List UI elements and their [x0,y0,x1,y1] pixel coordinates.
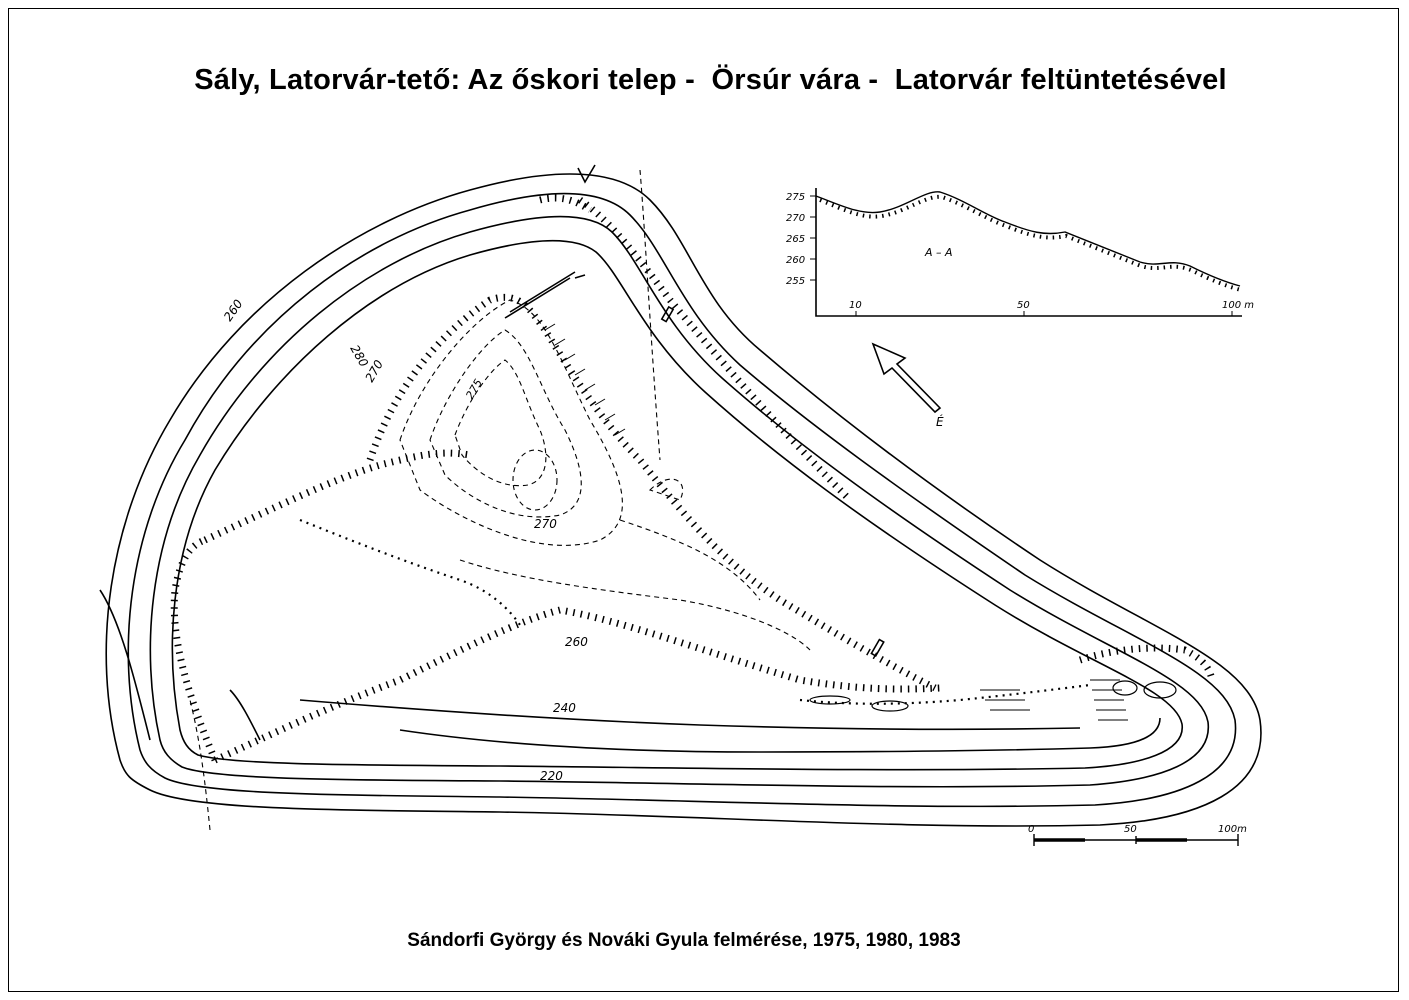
profile-x-tick: 10 [849,300,862,311]
profile-y-tick: 255 [786,276,806,287]
section-markers [505,165,884,656]
profile-section-label: A – A [925,246,953,259]
north-arrow [873,344,944,429]
map-credit: Sándorfi György és Nováki Gyula felmérése, 1975, 1980, 1983 [407,930,961,951]
profile-y-tick: 260 [786,255,806,266]
profile-x-tick: 50 [1017,300,1030,311]
contour-labels [221,297,588,783]
north-arrow-label: É [936,415,944,429]
scale-tick-label: 0 [1028,824,1035,835]
profile-inset [786,188,1254,316]
contour-lines [100,174,1261,826]
scale-tick-label: 50 [1124,824,1137,835]
slope-hatching [545,324,1128,720]
contour-label: 220 [540,769,563,783]
plateau-contours [190,170,810,830]
profile-x-tick: 100 m [1222,300,1255,311]
contour-label: 280 [347,342,371,370]
contour-label: 260 [565,635,588,649]
contour-label: 270 [534,517,557,531]
contour-label: 270 [362,357,387,385]
profile-y-tick: 275 [786,192,806,203]
rock-outcrops [810,681,1176,711]
ramparts [174,198,1212,760]
contour-label: 240 [553,701,576,715]
profile-y-tick: 270 [786,213,806,224]
scale-tick-label: 100m [1218,824,1247,835]
contour-label: 260 [220,296,246,324]
contour-label: 275 [463,376,486,402]
map-title: Sály, Latorvár-tető: Az őskori telep - Örsúr vára - Latorvár feltüntetésével [194,64,1227,96]
scale-bar [1028,824,1247,846]
profile-y-tick: 265 [786,234,806,245]
